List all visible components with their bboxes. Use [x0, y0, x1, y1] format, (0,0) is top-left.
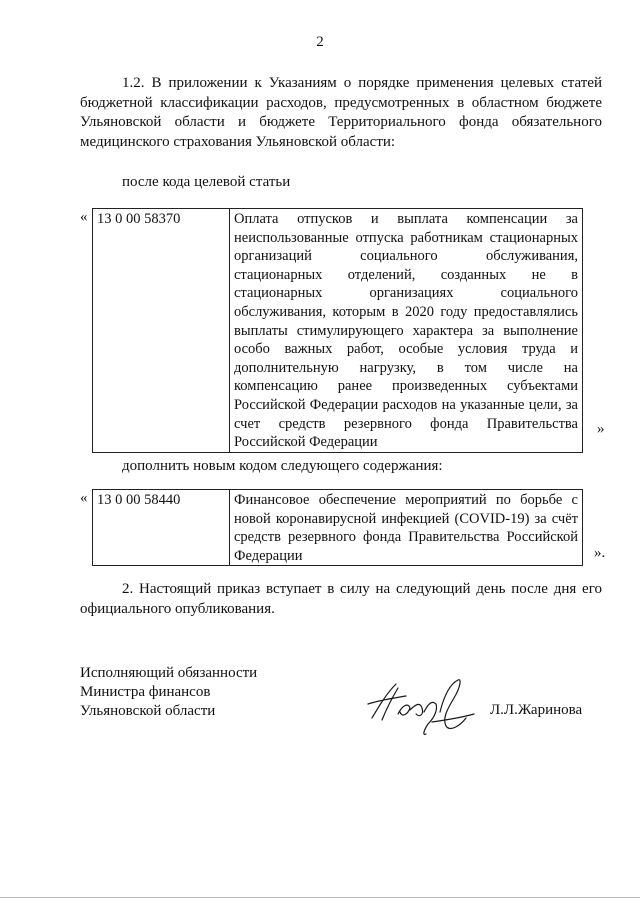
handwritten-signature: [362, 674, 482, 738]
budget-code-table-2: [92, 489, 583, 566]
signatory-line-1: Исполняющий обязанности: [80, 665, 258, 681]
signer-name: Л.Л.Жаринова: [490, 702, 583, 718]
table-row: [93, 490, 583, 566]
table-1-close-quote: »: [597, 421, 605, 437]
paragraph-1-2: 1.2. В приложении к Указаниям о порядке применения целевых статей бюджетной классификации расходов, предусмотренных в областном бюджете Ульяновской области и бюджете Территориального фонда обязательного медицинского страхования Ульяновской области:: [80, 75, 602, 150]
signatory-line-3: Ульяновской области: [80, 703, 216, 719]
signatory-line-2: Министра финансов: [80, 684, 211, 700]
target-code-58440: 13 0 00 58440: [93, 490, 230, 566]
code-58370-description: Оплата отпусков и выплата компенсации за неиспользованные отпуска работникам стационарных организаций социального обслуживания, стационарных отделений, созданных не в стационарных организациях социального обслуживания, которым в 2020 году предоставлялись выплаты стимулирующего характера за выполнение особо важных работ, особые условия труда и дополнительную нагрузку, в том числе на компенсацию ранее произведенных субъектами Российской Федерации расходов на указанные цели, за счет средств резервного фонда Правительства Российской Федерации: [230, 209, 583, 453]
target-code-58370: 13 0 00 58370: [93, 209, 230, 453]
table-row: [93, 209, 583, 453]
table-2-close-quote: ».: [594, 545, 606, 561]
code-58440-description: Финансовое обеспечение мероприятий по борьбе с новой коронавирусной инфекцией (COVID-19) за счёт средств резервного фонда Правительства Российской Федерации: [230, 490, 583, 566]
supplement-label: дополнить новым кодом следующего содержания:: [122, 458, 443, 474]
footer-divider: [0, 897, 640, 898]
page-number: 2: [316, 34, 324, 50]
signatory-title: [80, 664, 257, 721]
after-code-label: после кода целевой статьи: [122, 174, 291, 190]
table-1-open-quote: «: [80, 209, 88, 225]
table-2-open-quote: «: [80, 490, 88, 506]
paragraph-2: 2. Настоящий приказ вступает в силу на следующий день после дня его официального опубликования.: [80, 581, 602, 617]
budget-code-table-1: [92, 208, 583, 453]
